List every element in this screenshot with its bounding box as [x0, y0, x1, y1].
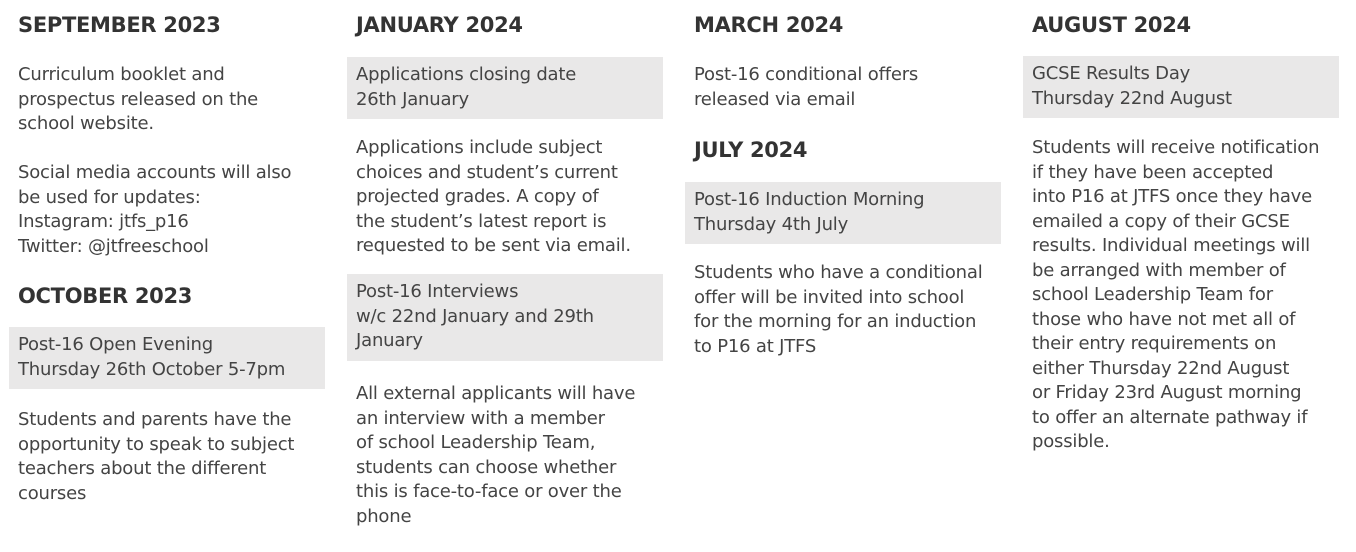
heading-july-2024: JULY 2024 [694, 138, 808, 162]
interviews-box: Post-16 Interviews w/c 22nd January and 29th January [347, 274, 663, 361]
heading-october-2023: OCTOBER 2023 [18, 284, 193, 308]
induction-morning-box: Post-16 Induction Morning Thursday 4th July [685, 182, 1001, 244]
heading-september-2023: SEPTEMBER 2023 [18, 13, 221, 37]
applications-text: Applications include subject choices and student’s current projected grades. A copy of the student’s latest report is requested to be sent via email. [356, 137, 631, 256]
results-day-box: GCSE Results Day Thursday 22nd August [1023, 56, 1339, 118]
results-text: Students will receive notification if they have been accepted into P16 at JTFS once they have emailed a copy of their GCSE results. Individual meetings will be arranged with member of school Leadership Team for those who have not met all of their entry requirements on either Thursday 22nd August or Friday 23rd August morning to offer an alternate pathway if possible. [1032, 137, 1320, 452]
heading-march-2024: MARCH 2024 [694, 13, 844, 37]
induction-text: Students who have a conditional offer will be invited into school for the morning for an induction to P16 at JTFS [694, 262, 983, 357]
september-text: Curriculum booklet and prospectus released on the school website. [18, 64, 259, 134]
interviews-text: All external applicants will have an interview with a member of school Leadership Team, students can choose whether this is face-to-face or over the phone [356, 383, 636, 527]
applications-closing-box: Applications closing date 26th January [347, 57, 663, 119]
social-media-text: Social media accounts will also be used for updates: Instagram: jtfs_p16 Twitter: @jtfreeschool [18, 162, 292, 257]
heading-january-2024: JANUARY 2024 [356, 13, 523, 37]
open-evening-box: Post-16 Open Evening Thursday 26th October 5-7pm [9, 327, 325, 389]
conditional-offers-text: Post-16 conditional offers released via email [694, 64, 919, 110]
heading-august-2024: AUGUST 2024 [1032, 13, 1191, 37]
open-evening-text: Students and parents have the opportunity to speak to subject teachers about the different courses [18, 409, 295, 504]
